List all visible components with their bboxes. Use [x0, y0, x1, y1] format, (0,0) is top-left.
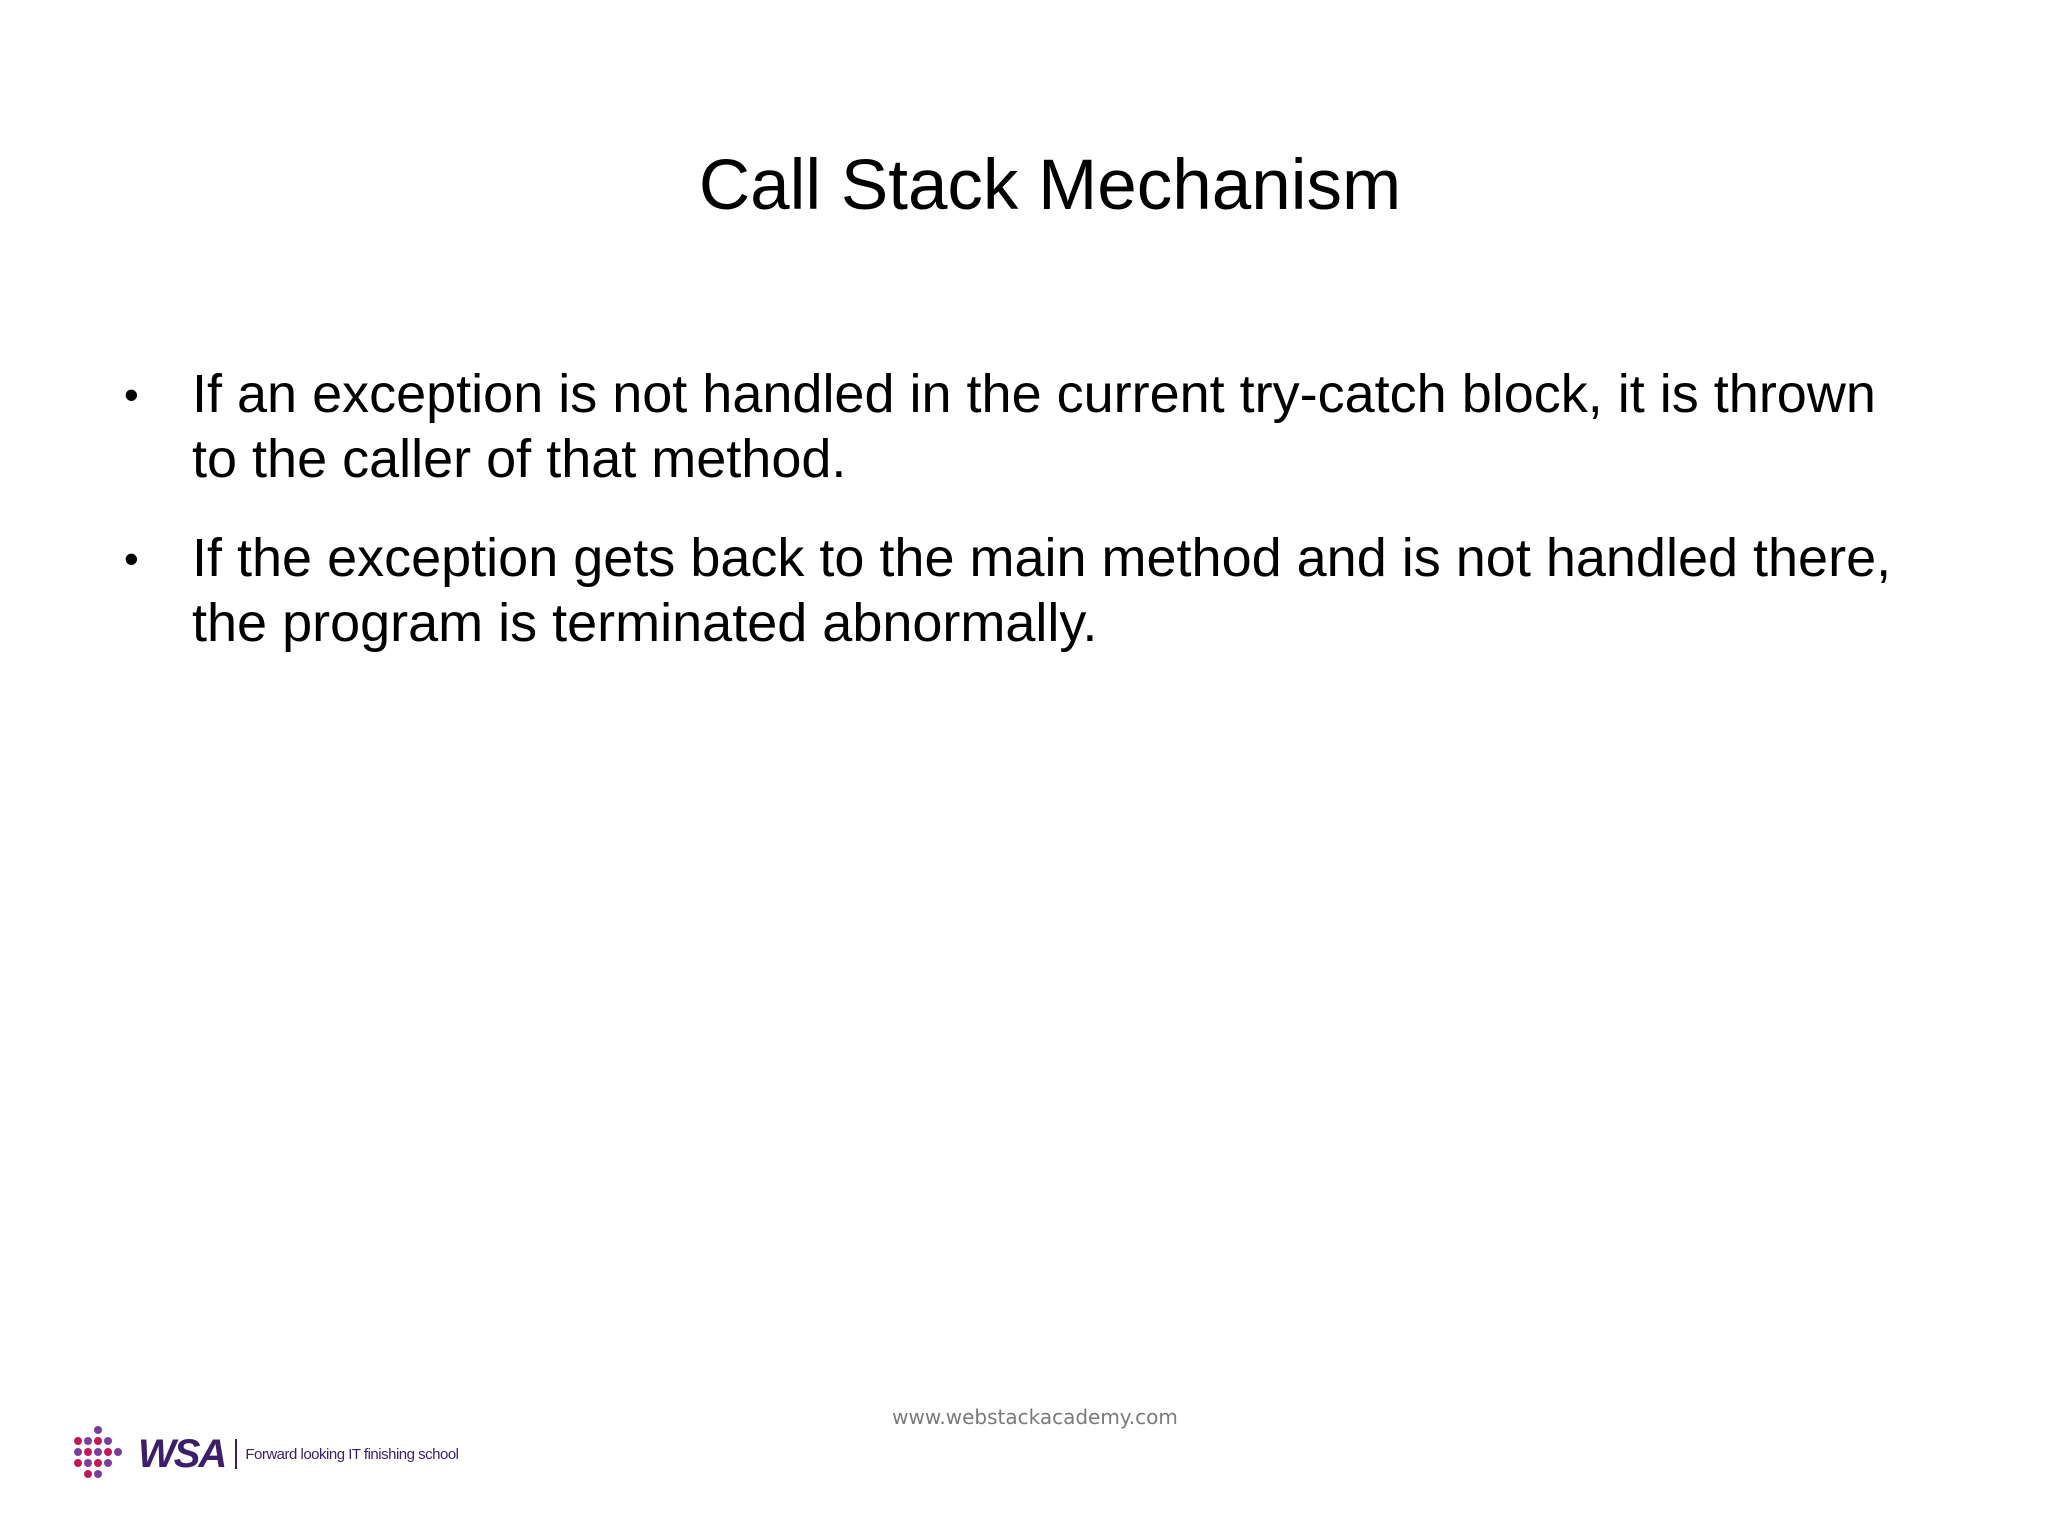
- logo-dots-icon: [72, 1425, 130, 1483]
- bullet-marker: •: [124, 535, 139, 582]
- wsa-logo: [72, 1424, 459, 1484]
- bullet-list: [118, 362, 1918, 690]
- bullet-text: If the exception gets back to the main method and is not handled there, the program is terminated abnormally.: [192, 528, 1892, 653]
- bullet-item: [118, 362, 1918, 492]
- logo-wordmark: WSA: [138, 1432, 226, 1476]
- bullet-text: If an exception is not handled in the current try-catch block, it is thrown to the caller of that method.: [192, 364, 1876, 489]
- logo-tagline: Forward looking IT finishing school: [245, 1445, 459, 1463]
- slide-title: Call Stack Mechanism: [698, 146, 1402, 225]
- logo-divider: [235, 1439, 237, 1469]
- bullet-marker: •: [124, 371, 139, 418]
- bullet-item: [118, 526, 1918, 656]
- footer-url: www.webstackacademy.com: [892, 1405, 1178, 1429]
